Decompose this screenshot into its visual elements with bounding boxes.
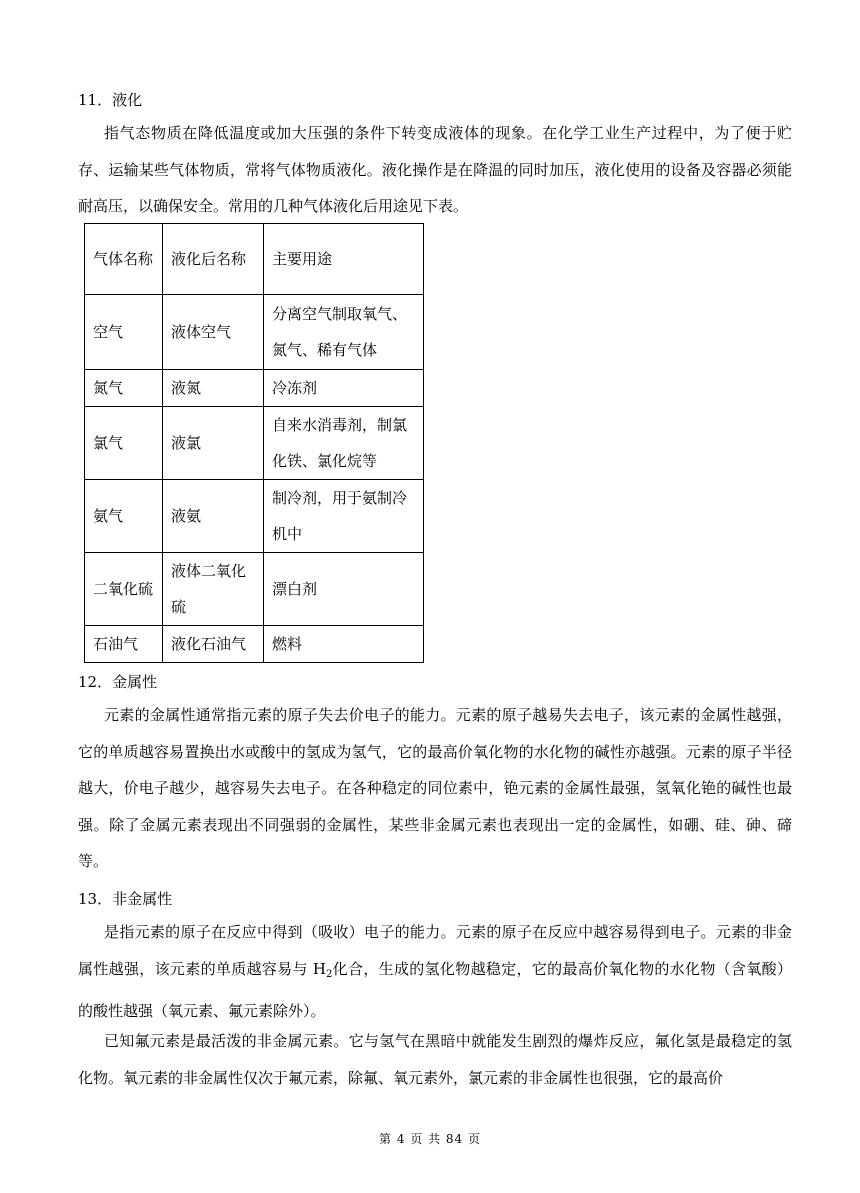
liquefied-gas-table xyxy=(84,223,424,663)
table-cell: 石油气 xyxy=(85,626,163,663)
paragraph-text: 化合，生成的氢化物越稳定，它的最高价氧化物的水化物（含氧酸）的酸性越强（氧元素、氟元素除外）。 xyxy=(78,959,792,1020)
table-cell: 制冷剂，用于氨制冷机中 xyxy=(264,480,424,553)
paragraph-text: 是指元素的原子在反应中得到（吸收）电子的能力。元素的原子在反应中越容易得到电子。元素的非金属性越强，该元素的单质越容易与 H xyxy=(78,923,792,978)
section-13-paragraph-2: 已知氟元素是最活泼的非金属元素。它与氢气在黑暗中就能发生剧烈的爆炸反应，氟化氢是最稳定的氢化物。氧元素的非金属性仅次于氟元素，除氟、氧元素外，氯元素的非金属性也很强，它的最高价 xyxy=(78,1032,792,1087)
header-cell: 主要用途 xyxy=(264,224,424,295)
table-row xyxy=(85,626,424,663)
section-13-heading: 13．非金属性 xyxy=(78,890,173,908)
section-13-paragraph-1 xyxy=(78,914,792,1030)
table-cell: 液氨 xyxy=(163,480,264,553)
section-12-heading: 12．金属性 xyxy=(78,673,158,691)
table-cell: 燃料 xyxy=(264,626,424,663)
section-11-heading: 11．液化 xyxy=(78,91,143,109)
table-row xyxy=(85,480,424,553)
header-cell: 液化后名称 xyxy=(163,224,264,295)
section-11-paragraph: 指气态物质在降低温度或加大压强的条件下转变成液体的现象。在化学工业生产过程中，为了便于贮存、运输某些气体物质，常将气体物质液化。液化操作是在降温的同时加压，液化使用的设备及容器必须能耐高压，以确保安全。常用的几种气体液化后用途见下表。 xyxy=(78,124,792,215)
table-cell: 氮气 xyxy=(85,370,163,407)
table-row xyxy=(85,407,424,480)
section-12-paragraph: 元素的金属性通常指元素的原子失去价电子的能力。元素的原子越易失去电子，该元素的金属性越强，它的单质越容易置换出水或酸中的氢成为氢气，它的最高价氧化物的水化物的碱性亦越强。元素的原子半径越大，价电子越少，越容易失去电子。在各种稳定的同位素中，铯元素的金属性最强，氢氧化铯的碱性也最强。除了金属元素表现出不同强弱的金属性，某些非金属元素也表现出一定的金属性，如硼、硅、砷、碲等。 xyxy=(78,706,792,870)
table-cell: 液氮 xyxy=(163,370,264,407)
table-cell: 分离空气制取氧气、氮气、稀有气体 xyxy=(264,295,424,370)
table-cell: 液氯 xyxy=(163,407,264,480)
table-cell: 氯气 xyxy=(85,407,163,480)
table-header-row xyxy=(85,224,424,295)
table-row xyxy=(85,370,424,407)
table-row xyxy=(85,295,424,370)
header-cell: 气体名称 xyxy=(85,224,163,295)
table-row xyxy=(85,553,424,626)
table-cell: 空气 xyxy=(85,295,163,370)
table-cell: 液体二氧化硫 xyxy=(163,553,264,626)
table-cell: 液化石油气 xyxy=(163,626,264,663)
table-cell: 液体空气 xyxy=(163,295,264,370)
page-footer: 第 4 页 共 84 页 xyxy=(379,1132,481,1146)
subscript: 2 xyxy=(325,968,333,980)
table-cell: 漂白剂 xyxy=(264,553,424,626)
table-cell: 自来水消毒剂，制氯化铁、氯化烷等 xyxy=(264,407,424,480)
table-cell: 冷冻剂 xyxy=(264,370,424,407)
table-cell: 氨气 xyxy=(85,480,163,553)
table-cell: 二氧化硫 xyxy=(85,553,163,626)
